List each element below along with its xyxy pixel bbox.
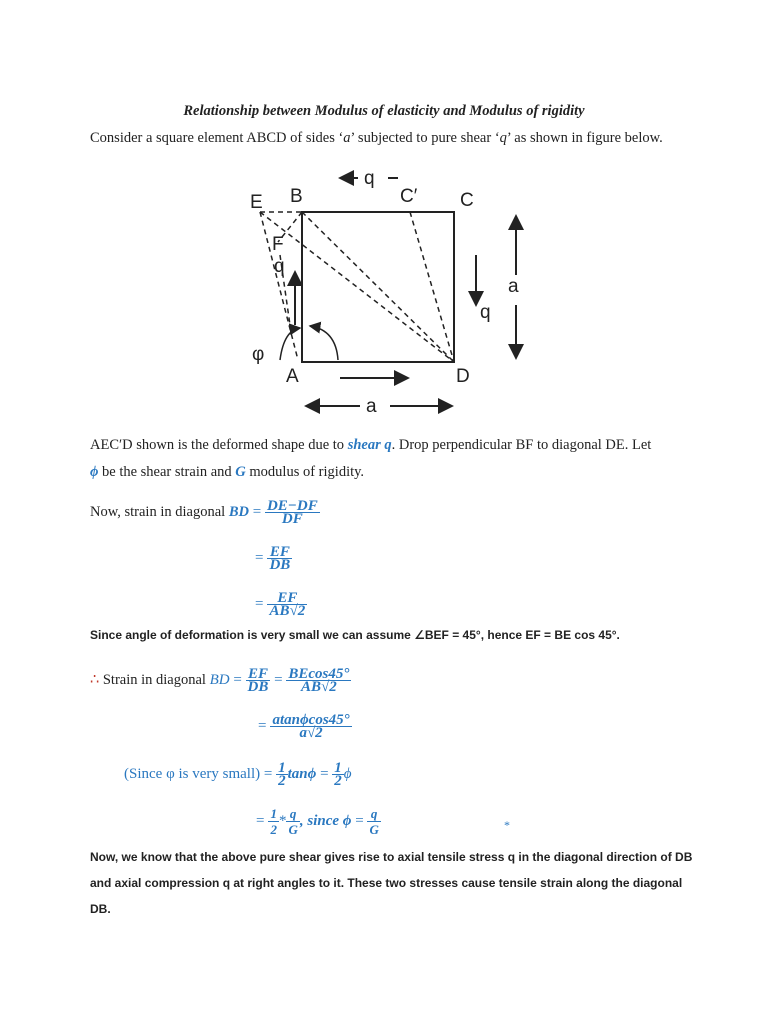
fraction-half	[276, 762, 288, 787]
label-phi: φ	[252, 344, 265, 365]
equals: =	[263, 766, 277, 783]
times-symbol: *	[278, 813, 287, 830]
denominator: AB√2	[269, 603, 306, 619]
tan-phi: tanϕ	[287, 766, 317, 783]
strain-equation-1	[90, 500, 320, 525]
note-line-2: and axial compression q at right angles to it. These two stresses cause tensile strain along the diagonal	[90, 876, 683, 890]
numerator: DE−DF	[266, 498, 318, 514]
numerator: 1	[270, 806, 277, 821]
small-angle-text: (Since φ is very small)	[124, 766, 264, 783]
label-q-top: q	[364, 168, 375, 189]
asterisk-marker: *	[504, 818, 510, 832]
denominator: 2	[270, 822, 277, 837]
label-q-right: q	[480, 302, 491, 323]
phi: ϕ	[343, 766, 352, 783]
denominator: a√2	[299, 725, 323, 741]
denominator: DB	[247, 679, 269, 695]
fraction-becos45	[286, 668, 351, 693]
shear-q-term: shear q	[347, 437, 392, 453]
bd-term: BD	[209, 671, 230, 688]
fraction-q-g-2	[367, 806, 380, 837]
fraction-atanphi	[270, 714, 351, 739]
equals: =	[316, 766, 333, 783]
numerator: q	[367, 806, 380, 822]
paragraph-deformed	[90, 437, 651, 454]
since-text: , since	[299, 813, 343, 830]
para1-text-3: be the shear strain and	[98, 464, 236, 480]
fraction-ef-abroot2	[267, 592, 307, 617]
equals: =	[270, 671, 287, 688]
note-small-angle: Since angle of deformation is very small we can assume ∠BEF = 45°, hence EF = BE cos 45°.	[90, 628, 620, 642]
fraction-half-2	[332, 762, 344, 787]
numerator: q	[286, 806, 299, 822]
numerator: EF	[246, 668, 271, 681]
strain-tan-equation	[258, 714, 352, 739]
denominator: DB	[269, 557, 291, 573]
fraction-de-df	[265, 500, 320, 525]
denominator: AB√2	[300, 679, 337, 695]
dashed-bd	[302, 212, 454, 362]
fraction-ef-db	[267, 546, 292, 571]
equals: =	[256, 813, 265, 830]
equals: =	[255, 596, 264, 613]
phi: ϕ	[342, 813, 352, 830]
strain2-text: Strain in diagonal	[99, 671, 210, 688]
label-a-bottom: a	[366, 396, 377, 417]
fraction-q-g	[286, 806, 299, 837]
paragraph-deformed-line2	[90, 464, 364, 481]
fraction-half	[268, 806, 279, 837]
strain-equation-2	[255, 546, 292, 571]
note-line-3: DB.	[90, 902, 111, 916]
equals: =	[351, 813, 368, 830]
final-equation	[256, 806, 381, 837]
strain-text: Now, strain in diagonal	[90, 503, 229, 520]
therefore-symbol: ∴	[90, 671, 100, 688]
strain-equation-3	[255, 592, 307, 617]
shear-diagram	[240, 160, 530, 420]
label-a-right: a	[508, 276, 519, 297]
numerator: 1	[334, 760, 342, 776]
intro-var-q: q	[499, 130, 507, 146]
denominator: 2	[278, 773, 286, 789]
angle-arc	[310, 326, 338, 360]
para1-text-4: modulus of rigidity.	[245, 464, 365, 480]
label-b: B	[290, 186, 303, 207]
label-a-corner: A	[286, 366, 299, 387]
equals: =	[255, 550, 264, 567]
strain-diagonal-equation	[90, 668, 351, 693]
intro-paragraph	[90, 130, 663, 147]
para1-text-2: . Drop perpendicular BF to diagonal DE. Let	[391, 437, 652, 453]
denominator: 2	[334, 773, 342, 789]
numerator: atanϕcos45°	[272, 712, 350, 728]
page-title: Relationship between Modulus of elasticity and Modulus of rigidity	[183, 103, 585, 119]
label-f: F	[272, 234, 284, 255]
numerator: EF	[267, 546, 292, 559]
denominator: G	[369, 822, 379, 837]
denominator: DF	[281, 511, 303, 527]
equals: =	[229, 671, 246, 688]
numerator: EF	[267, 592, 307, 605]
intro-text-3: ’ as shown in figure below.	[506, 130, 663, 146]
fraction-ef-db	[246, 668, 271, 693]
phi-term: ϕ	[90, 464, 99, 480]
intro-text-2: ’ subjected to pure shear ‘	[350, 130, 500, 146]
para1-text-1: AEC′D shown is the deformed shape due to	[90, 437, 348, 453]
label-e: E	[250, 192, 263, 213]
intro-text-1: Consider a square element ABCD of sides ‘	[90, 130, 344, 146]
dashed-ed	[260, 212, 454, 362]
equals: =	[248, 503, 265, 520]
numerator: 1	[278, 760, 286, 776]
label-d: D	[456, 366, 470, 387]
bd-term: BD	[228, 503, 249, 520]
intro-var-a: a	[343, 130, 351, 146]
label-q-left: q	[274, 256, 285, 277]
label-c-prime: C′	[400, 186, 418, 207]
note-line-1: Now, we know that the above pure shear gives rise to axial tensile stress q in the diagonal direction of DB	[90, 850, 693, 864]
small-angle-equation	[124, 762, 352, 787]
label-c: C	[460, 190, 474, 211]
equals: =	[258, 718, 267, 735]
numerator: BEcos45°	[288, 666, 350, 682]
denominator: G	[288, 822, 298, 837]
g-term: G	[235, 464, 246, 480]
